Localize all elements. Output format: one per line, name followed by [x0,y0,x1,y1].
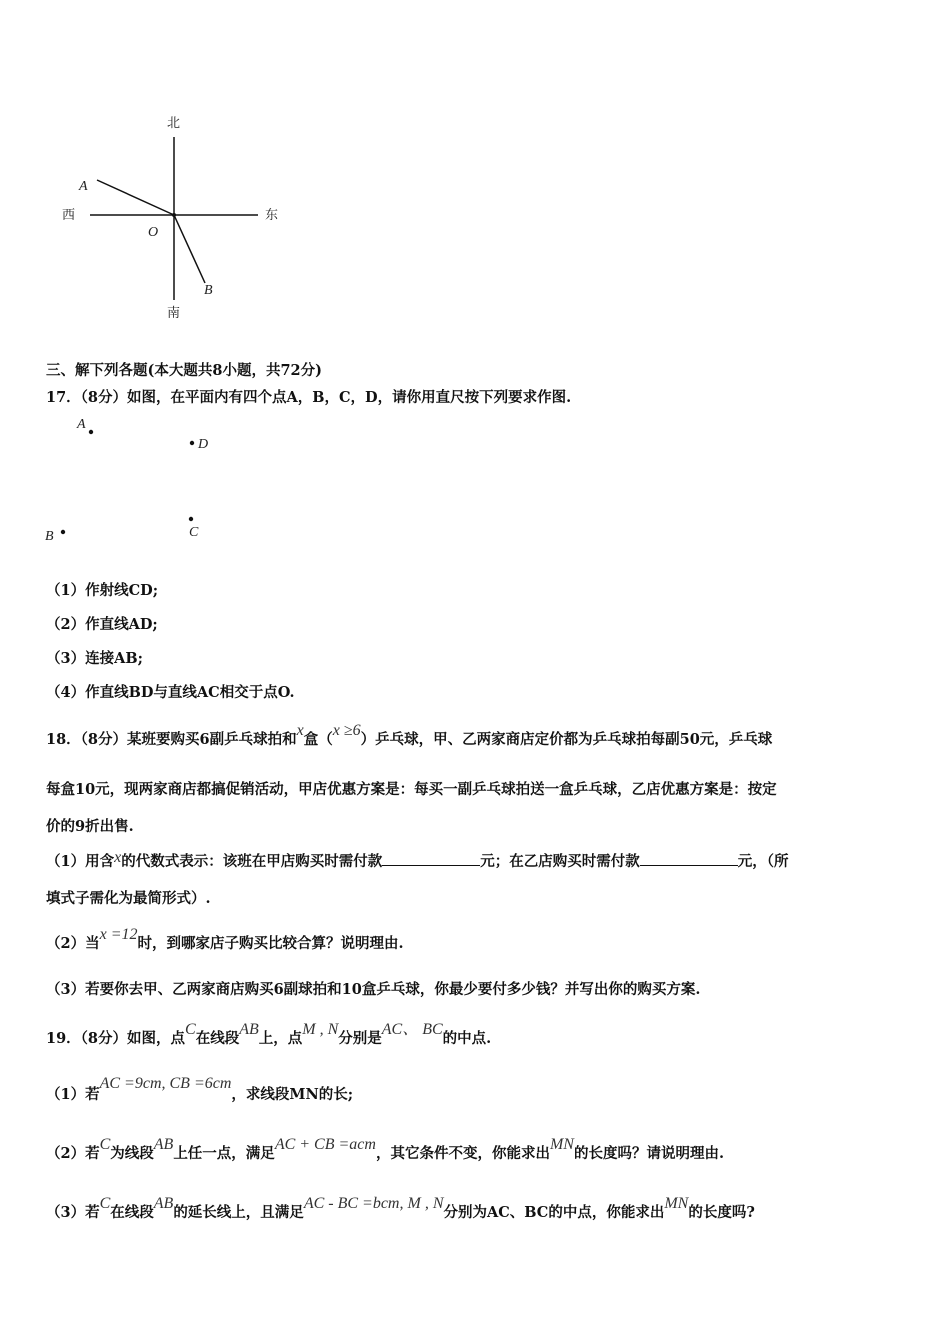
q19-part-2 [46,1136,725,1163]
q18-p1-b: 的代数式表示：该班在甲店购买时需付款 [121,853,383,870]
q18-part-1 [46,850,788,871]
q19-p1-expr: AC =9cm, CB =6cm [99,1075,232,1092]
q19-e: 的中点. [442,1030,492,1047]
point-a-label: A [79,179,88,194]
q18-line-3: 价的9折出售. [46,818,134,835]
q17-point-b-dot [61,530,65,534]
q18-condition: x ≥6 [332,722,361,739]
figures-svg [0,0,950,580]
q19-a: 19．（8分）如图，点 [46,1030,186,1047]
q17-point-d-dot [190,441,194,445]
q19-p2-ab: AB [153,1136,174,1153]
q19-p2-c2: 上任一点，满足 [173,1145,275,1162]
q17-point-c-label: C [189,525,199,540]
q17-stem: 17．（8分）如图，在平面内有四个点A，B，C，D，请你用直尺按下列要求作图. [46,389,572,406]
q19-part-3 [46,1195,755,1222]
q17-item-4: （4）作直线BD与直线AC相交于点O. [46,684,295,701]
q18-part-1-line-2: 填式子需化为最简形式）. [46,890,211,907]
q19-stem [46,1021,492,1048]
north-label: 北 [167,116,181,131]
q19-p3-c: C [99,1195,111,1212]
ray-ob [174,215,205,283]
q18-p2-a: （2）当 [46,935,100,952]
point-b-label: B [204,283,213,298]
q18-p1-d: 元，（所 [737,853,789,870]
q19-p2-a: （2）若 [46,1145,100,1162]
q18-answer-blank-1[interactable] [382,852,480,866]
q17-point-b-label: B [45,529,54,544]
south-label: 南 [167,306,181,321]
q19-p2-expr: AC + CB =acm [274,1136,376,1153]
q19-p3-mn: MN [664,1195,689,1212]
q19-p2-c: C [99,1136,111,1153]
q19-p1-a: （1）若 [46,1086,100,1103]
q17-item-1: （1）作射线CD; [46,582,159,599]
q19-p2-d: ，其它条件不变，你能求出 [375,1145,550,1162]
q18-line-2: 每盒10元，现两家商店都搞促销活动，甲店优惠方案是：每买一副乒乓球拍送一盒乒乓球，乙店优惠方案是：按定 [46,781,777,798]
q18-p2-b: 时，到哪家店子购买比较合算？说明理由. [137,935,404,952]
q19-p3-e: 的长度吗? [688,1204,755,1221]
q18-p1-x: x [114,849,122,866]
q18-p1-a: （1）用含 [46,853,115,870]
q19-segments-ac-bc: AC、 BC [381,1021,443,1038]
q19-p3-ab: AB [153,1195,174,1212]
q18-line-1 [46,722,773,749]
q19-d: 分别是 [338,1030,382,1047]
q17-point-c-dot [189,517,193,521]
section3-title: 三、解下列各题(本大题共8小题，共72分) [46,362,322,379]
q18-part-3: （3）若要你去甲、乙两家商店购买6副球拍和10盒乒乓球，你最少要付多少钱？并写出你的购买方案. [46,981,701,998]
q17-item-3: （3）连接AB; [46,650,143,667]
point-o-dot [172,213,176,217]
q19-points-mn: M , N [302,1021,339,1038]
east-label: 东 [265,208,279,223]
q18-x: x [296,722,304,739]
q19-p3-b: 在线段 [110,1204,154,1221]
q18-line1-c: ）乒乓球，甲、乙两家商店定价都为乒乓球拍每副50元，乒乓球 [360,731,773,748]
q17-points-figure [45,417,208,544]
q17-point-a-dot [89,430,93,434]
q19-point-c: C [185,1021,196,1038]
q17-point-a-label: A [77,417,86,432]
q18-line1-b: 盒（ [303,731,333,748]
q19-p2-e: 的长度吗？请说明理由. [573,1145,725,1162]
q19-b: 在线段 [195,1030,240,1047]
q19-p3-a: （3）若 [46,1204,100,1221]
q17-item-2: （2）作直线AD; [46,616,158,633]
q19-p3-expr: AC - BC =bcm, M , N [303,1195,444,1212]
q19-p3-d: 分别为AC、BC的中点，你能求出 [443,1204,665,1221]
q18-part-2 [46,926,404,953]
q17-point-d-label: D [198,437,209,452]
q18-line1-a: 18．（8分）某班要购买6副乒乓球拍和 [46,731,297,748]
q18-answer-blank-2[interactable] [640,852,738,866]
ray-oa [97,180,174,215]
q19-part-1 [46,1075,354,1104]
q19-p3-c2: 的延长线上，且满足 [173,1204,304,1221]
q19-p2-b: 为线段 [110,1145,154,1162]
q19-c2: 上，点 [258,1030,303,1047]
point-o-label: O [148,225,159,240]
west-label: 西 [62,208,76,223]
q19-segment-ab: AB [239,1021,259,1038]
compass-figure [62,116,278,321]
q19-p1-b: ，求线段MN的长; [231,1086,354,1103]
q19-p2-mn: MN [549,1136,574,1153]
q18-p1-c: 元；在乙店购买时需付款 [480,853,640,870]
q18-p2-expr: x =12 [99,926,138,943]
